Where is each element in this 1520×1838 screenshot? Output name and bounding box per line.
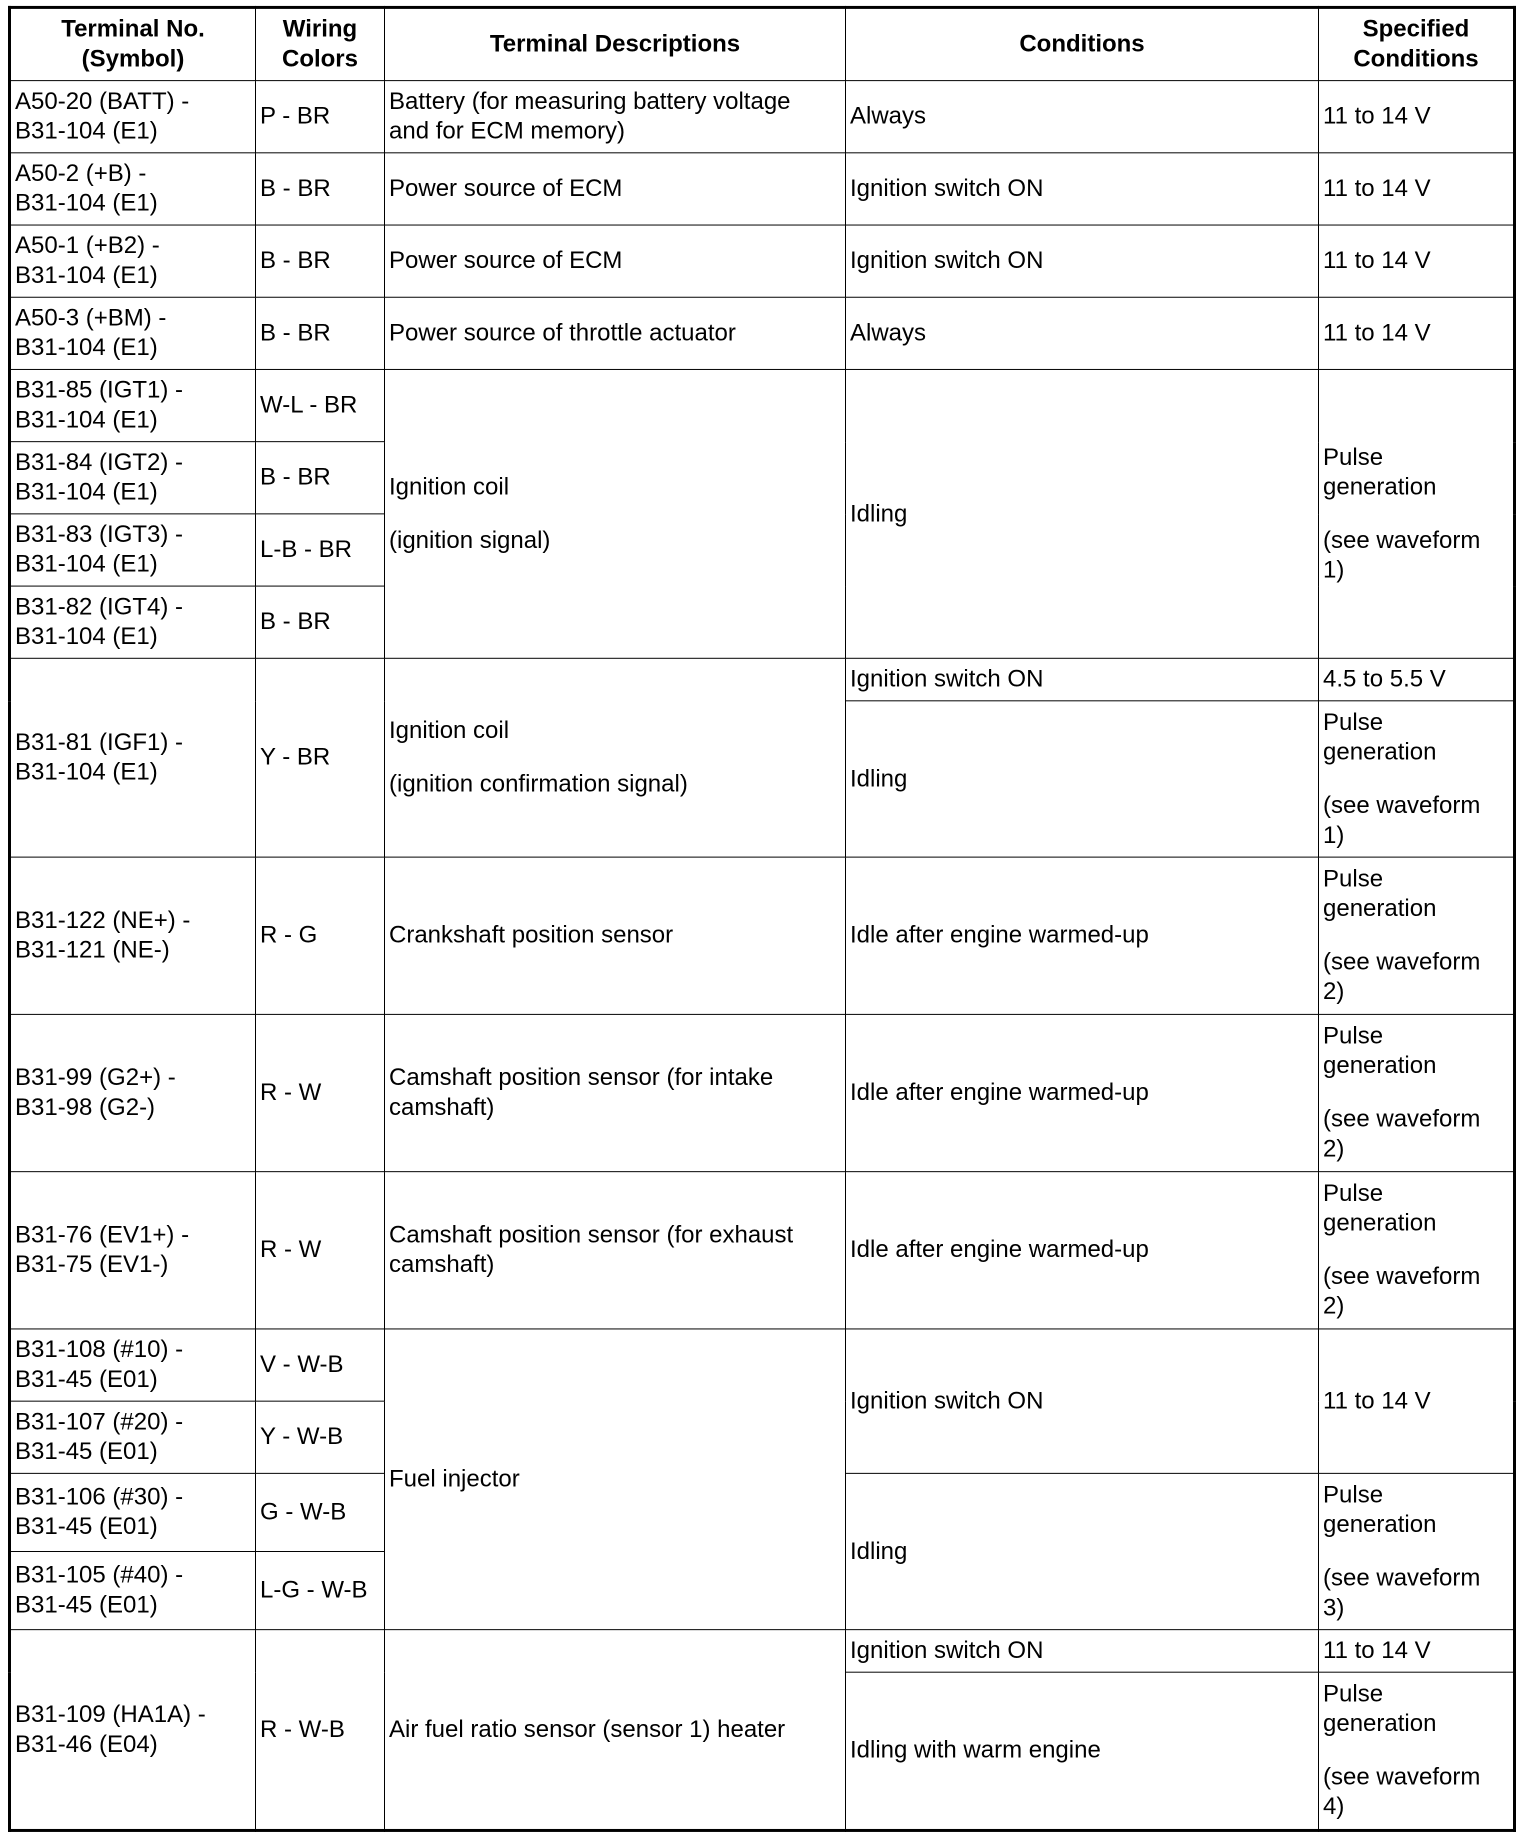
description-line: (ignition signal) <box>389 526 551 554</box>
description-cell <box>385 369 846 658</box>
wiring-cell: Y - BR <box>256 658 385 857</box>
terminal-cell: B31-108 (#10) - B31-45 (E01) <box>10 1329 256 1401</box>
specified-cell <box>1319 857 1515 1014</box>
description-line: Ignition coil <box>389 717 510 744</box>
terminal-cell: B31-105 (#40) - B31-45 (E01) <box>10 1552 256 1630</box>
condition-cell: Idling <box>846 701 1319 857</box>
specified-line: (see waveform 1) <box>1323 526 1481 584</box>
table-row <box>10 1014 1515 1171</box>
terminal-cell: B31-85 (IGT1) - B31-104 (E1) <box>10 369 256 441</box>
specified-cell: 11 to 14 V <box>1319 1329 1515 1473</box>
header-terminal-descriptions: Terminal Descriptions <box>385 7 846 80</box>
description-cell: Power source of ECM <box>385 225 846 297</box>
specified-cell: 11 to 14 V <box>1319 225 1515 297</box>
specified-line: Pulse generation <box>1323 1180 1437 1237</box>
condition-cell: Idle after engine warmed-up <box>846 1014 1319 1171</box>
terminal-cell: A50-20 (BATT) - B31-104 (E1) <box>10 81 256 153</box>
table-row <box>10 225 1515 297</box>
specified-cell: 4.5 to 5.5 V <box>1319 658 1515 701</box>
condition-cell: Ignition switch ON <box>846 1329 1319 1473</box>
specified-cell: 11 to 14 V <box>1319 153 1515 225</box>
terminal-cell: B31-107 (#20) - B31-45 (E01) <box>10 1401 256 1473</box>
specified-cell <box>1319 1672 1515 1830</box>
wiring-cell: G - W-B <box>256 1473 385 1551</box>
specified-line: (see waveform 2) <box>1323 948 1481 1005</box>
terminal-cell: B31-99 (G2+) - B31-98 (G2-) <box>10 1014 256 1171</box>
description-cell: Crankshaft position sensor <box>385 857 846 1014</box>
specified-line: Pulse generation <box>1323 1022 1437 1080</box>
terminal-cell: B31-84 (IGT2) - B31-104 (E1) <box>10 442 256 514</box>
condition-cell: Always <box>846 81 1319 153</box>
wiring-cell: B - BR <box>256 586 385 658</box>
specified-line: (see waveform 2) <box>1323 1105 1481 1163</box>
condition-cell: Idling <box>846 369 1319 658</box>
specified-line: (see waveform 1) <box>1323 791 1481 849</box>
terminal-cell: B31-122 (NE+) - B31-121 (NE-) <box>10 857 256 1014</box>
terminal-cell: A50-3 (+BM) - B31-104 (E1) <box>10 297 256 369</box>
terminal-cell: B31-81 (IGF1) - B31-104 (E1) <box>10 658 256 857</box>
specified-cell: 11 to 14 V <box>1319 81 1515 153</box>
description-cell: Fuel injector <box>385 1329 846 1630</box>
specified-line: Pulse generation <box>1323 1481 1437 1538</box>
terminal-spec-table <box>8 6 1516 1832</box>
description-line: (ignition confirmation signal) <box>389 770 688 798</box>
description-cell: Battery (for measuring battery voltage and for ECM memory) <box>385 81 846 153</box>
wiring-cell: B - BR <box>256 442 385 514</box>
description-cell: Camshaft position sensor (for intake camshaft) <box>385 1014 846 1171</box>
condition-cell: Idle after engine warmed-up <box>846 857 1319 1014</box>
table-row <box>10 297 1515 369</box>
header-terminal-no: Terminal No. (Symbol) <box>10 7 256 80</box>
table-row <box>10 1172 1515 1329</box>
header-wiring-colors: Wiring Colors <box>256 7 385 80</box>
wiring-cell: B - BR <box>256 225 385 297</box>
description-cell: Camshaft position sensor (for exhaust camshaft) <box>385 1172 846 1329</box>
table-row <box>10 81 1515 153</box>
condition-cell: Always <box>846 297 1319 369</box>
condition-cell: Idle after engine warmed-up <box>846 1172 1319 1329</box>
specified-line: (see waveform 3) <box>1323 1564 1481 1621</box>
condition-cell: Ignition switch ON <box>846 1630 1319 1673</box>
table-row <box>10 658 1515 701</box>
specified-line: Pulse generation <box>1323 708 1437 766</box>
condition-cell: Idling <box>846 1473 1319 1629</box>
condition-cell: Idling with warm engine <box>846 1672 1319 1830</box>
description-cell: Power source of throttle actuator <box>385 297 846 369</box>
specified-line: Pulse generation <box>1323 443 1437 501</box>
wiring-cell: P - BR <box>256 81 385 153</box>
wiring-cell: L-B - BR <box>256 514 385 586</box>
terminal-cell: B31-109 (HA1A) - B31-46 (E04) <box>10 1630 256 1831</box>
specified-cell <box>1319 1172 1515 1329</box>
specified-line: (see waveform 4) <box>1323 1763 1481 1821</box>
specified-line: (see waveform 2) <box>1323 1263 1481 1320</box>
terminal-cell: A50-2 (+B) - B31-104 (E1) <box>10 153 256 225</box>
terminal-cell: B31-83 (IGT3) - B31-104 (E1) <box>10 514 256 586</box>
table-row <box>10 1329 1515 1401</box>
condition-cell: Ignition switch ON <box>846 225 1319 297</box>
condition-cell: Ignition switch ON <box>846 153 1319 225</box>
description-line: Ignition coil <box>389 473 510 501</box>
wiring-cell: R - W-B <box>256 1630 385 1831</box>
specified-cell: 11 to 14 V <box>1319 1630 1515 1673</box>
terminal-cell: B31-76 (EV1+) - B31-75 (EV1-) <box>10 1172 256 1329</box>
wiring-cell: B - BR <box>256 153 385 225</box>
table-row <box>10 369 1515 441</box>
wiring-cell: R - W <box>256 1014 385 1171</box>
header-specified-conditions: Specified Conditions <box>1319 7 1515 80</box>
specified-cell: 11 to 14 V <box>1319 297 1515 369</box>
wiring-cell: B - BR <box>256 297 385 369</box>
specified-cell <box>1319 1014 1515 1171</box>
specified-cell <box>1319 701 1515 857</box>
terminal-cell: B31-82 (IGT4) - B31-104 (E1) <box>10 586 256 658</box>
table-header-row <box>10 7 1515 80</box>
header-conditions: Conditions <box>846 7 1319 80</box>
terminal-cell: A50-1 (+B2) - B31-104 (E1) <box>10 225 256 297</box>
specified-cell <box>1319 369 1515 658</box>
wiring-cell: V - W-B <box>256 1329 385 1401</box>
wiring-cell: R - W <box>256 1172 385 1329</box>
table-row <box>10 1630 1515 1673</box>
description-cell <box>385 658 846 857</box>
table-row <box>10 857 1515 1014</box>
specified-cell <box>1319 1473 1515 1629</box>
wiring-cell: R - G <box>256 857 385 1014</box>
terminal-cell: B31-106 (#30) - B31-45 (E01) <box>10 1473 256 1551</box>
description-cell: Air fuel ratio sensor (sensor 1) heater <box>385 1630 846 1831</box>
table-row <box>10 153 1515 225</box>
wiring-cell: Y - W-B <box>256 1401 385 1473</box>
condition-cell: Ignition switch ON <box>846 658 1319 701</box>
wiring-cell: L-G - W-B <box>256 1552 385 1630</box>
specified-line: Pulse generation <box>1323 865 1437 922</box>
wiring-cell: W-L - BR <box>256 369 385 441</box>
description-cell: Power source of ECM <box>385 153 846 225</box>
specified-line: Pulse generation <box>1323 1680 1437 1737</box>
